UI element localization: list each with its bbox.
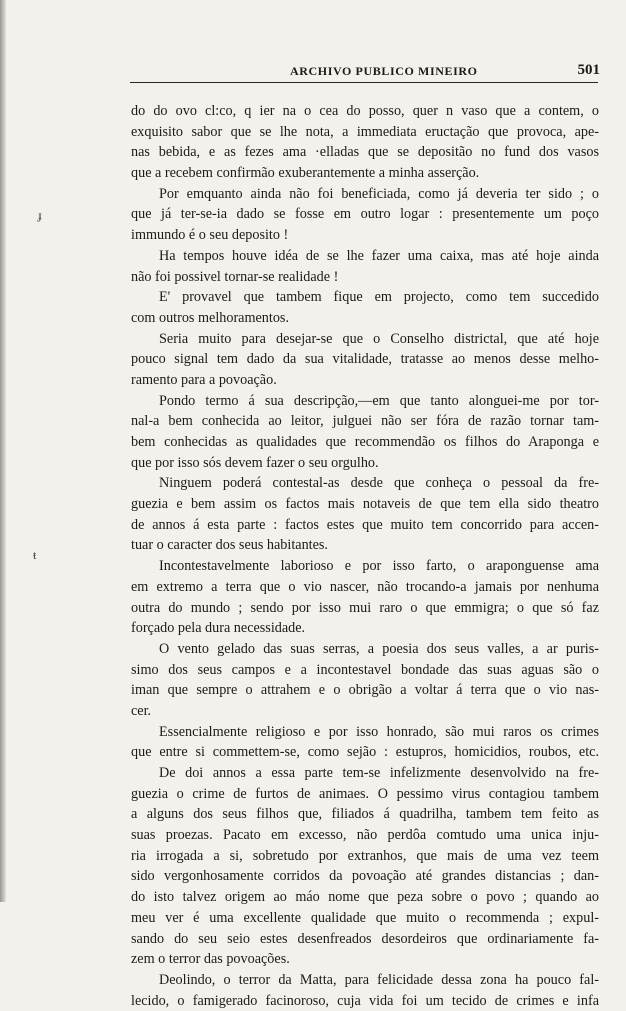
margin-mark: ŧ <box>33 548 37 562</box>
text-line: tuar o caracter dos seus habitantes. <box>131 537 328 554</box>
text-line: E' provavel que tambem fique em projecto, como tem succedido <box>159 289 599 306</box>
running-header <box>130 62 600 82</box>
text-line: sando do seu seio estes desenfreados desordeiros que ordinariamente fa- <box>131 930 599 947</box>
text-line: nal-a bem conhecida ao leitor, julguei não ser fóra de razão tornar tam- <box>131 413 599 430</box>
text-line: bem conhecidas as qualidades que recommendão os filhos do Araponga e <box>131 434 599 450</box>
text-line: lecido, o famigerado facinoroso, cuja vida foi um tecido de crimes e infa <box>131 992 599 1009</box>
text-line: Essencialmente religioso e por isso honrado, são mui raros os crimes <box>159 723 599 740</box>
text-line: iman que sempre o attrahem e o obrigão a voltar á terra que o vio nas- <box>131 682 599 699</box>
text-line: Deolindo, o terror da Matta, para felicidade dessa zona ha pouco fal- <box>159 971 599 988</box>
text-line: ria irrogada a si, sobretudo por extranhos, que mais de uma vez teem <box>131 847 599 864</box>
text-line: Ha tempos houve idéa de se lhe fazer uma caixa, mas até hoje ainda <box>159 247 599 264</box>
text-line: Seria muito para desejar-se que o Conselho districtal, que até hoje <box>159 330 599 347</box>
text-line: com outros melhoramentos. <box>131 309 290 326</box>
text-line: do isto talvez origem ao máo nome que peza sobre o povo ; quando ao <box>131 889 599 906</box>
text-line: De doi annos a essa parte tem-se infelizmente desenvolvido na fre- <box>159 765 599 781</box>
text-line: do do ovo cl:co, q ier na o cea do posso, quer n vaso que a contem, o <box>131 103 599 119</box>
margin-mark: ɟ <box>38 208 42 222</box>
text-line: pouco signal tem dado da sua vitalidade, tratasse ao menos desse melho- <box>131 351 599 368</box>
text-line: sido vergonhosamente corridos da povoação até grandes distancias ; dan- <box>131 868 599 885</box>
text-line: immundo é o seu deposito ! <box>131 227 289 244</box>
text-line: que já ter-se-ia dado se fosse em outro logar : presentemente um poço <box>131 206 599 223</box>
text-line: simo dos seus campos e a incontestavel bondade das suas aguas são o <box>131 661 599 678</box>
text-line: cer. <box>131 702 152 719</box>
page-number: 501 <box>577 62 600 78</box>
text-line: Incontestavelmente laborioso e por isso farto, o araponguense ama <box>159 558 599 575</box>
running-title: ARCHIVO PUBLICO MINEIRO <box>290 64 478 78</box>
text-line: que por isso sós devem fazer o seu orgulho. <box>131 454 379 471</box>
text-line: que a recebem confirmão exuberantemente a minha asserção. <box>131 165 480 182</box>
text-line: zem o terror das povoações. <box>131 951 290 968</box>
text-line: O vento gelado das suas serras, a poesia dos seus valles, a ar puris- <box>159 640 599 657</box>
text-line: Por emquanto ainda não foi beneficiada, como já deveria ter sido ; o <box>159 185 599 202</box>
text-line: que entre si commettem-se, como sejão : estupros, homicidios, roubos, etc. <box>131 744 599 761</box>
text-line: Ninguem poderá contestal-as desde que conheça o pessoal da fre- <box>159 475 599 492</box>
text-line: nas bebida, e as fezes ama ·elladas que se depositão no fund dos vasos <box>131 144 599 161</box>
body-text <box>131 101 599 1011</box>
text-line: em extremo a terra que o vio nascer, não trocando-a jamais por nenhuma <box>131 578 599 595</box>
text-line: Pondo termo á sua descripção,—em que tanto alonguei-me por tor- <box>159 392 599 409</box>
text-line: meu ver é uma excellente qualidade que muito o recommenda ; expul- <box>131 909 599 926</box>
text-line: exquisito sabor que se lhe nota, a immediata eructação que provoca, ape- <box>131 123 599 140</box>
text-line: suas proezas. Pacato em excesso, não perdôa comtudo uma unica inju- <box>131 827 599 844</box>
header-rule <box>130 82 598 83</box>
text-line: não foi possivel tornar-se realidade ! <box>131 268 339 285</box>
text-line: a alguns dos seus filhos que, filiados á quadrilha, tambem tem feito as <box>131 806 599 823</box>
scan-edge <box>0 0 6 902</box>
text-line: outra do mundo ; sendo por isso mui raro o que emmigra; o que só faz <box>131 599 599 616</box>
text-line: forçado pela dura necessidade. <box>131 620 306 637</box>
text-line: guezia o crime de furtos de animaes. O pessimo virus contagiou tambem <box>131 785 599 802</box>
text-line: ramento para a povoação. <box>131 371 277 388</box>
text-line: de annos á esta parte : factos estes que muito tem concorrido para accen- <box>131 516 599 533</box>
text-line: guezia e bem assim os factos mais notaveis de que tem ella sido theatro <box>131 496 599 513</box>
